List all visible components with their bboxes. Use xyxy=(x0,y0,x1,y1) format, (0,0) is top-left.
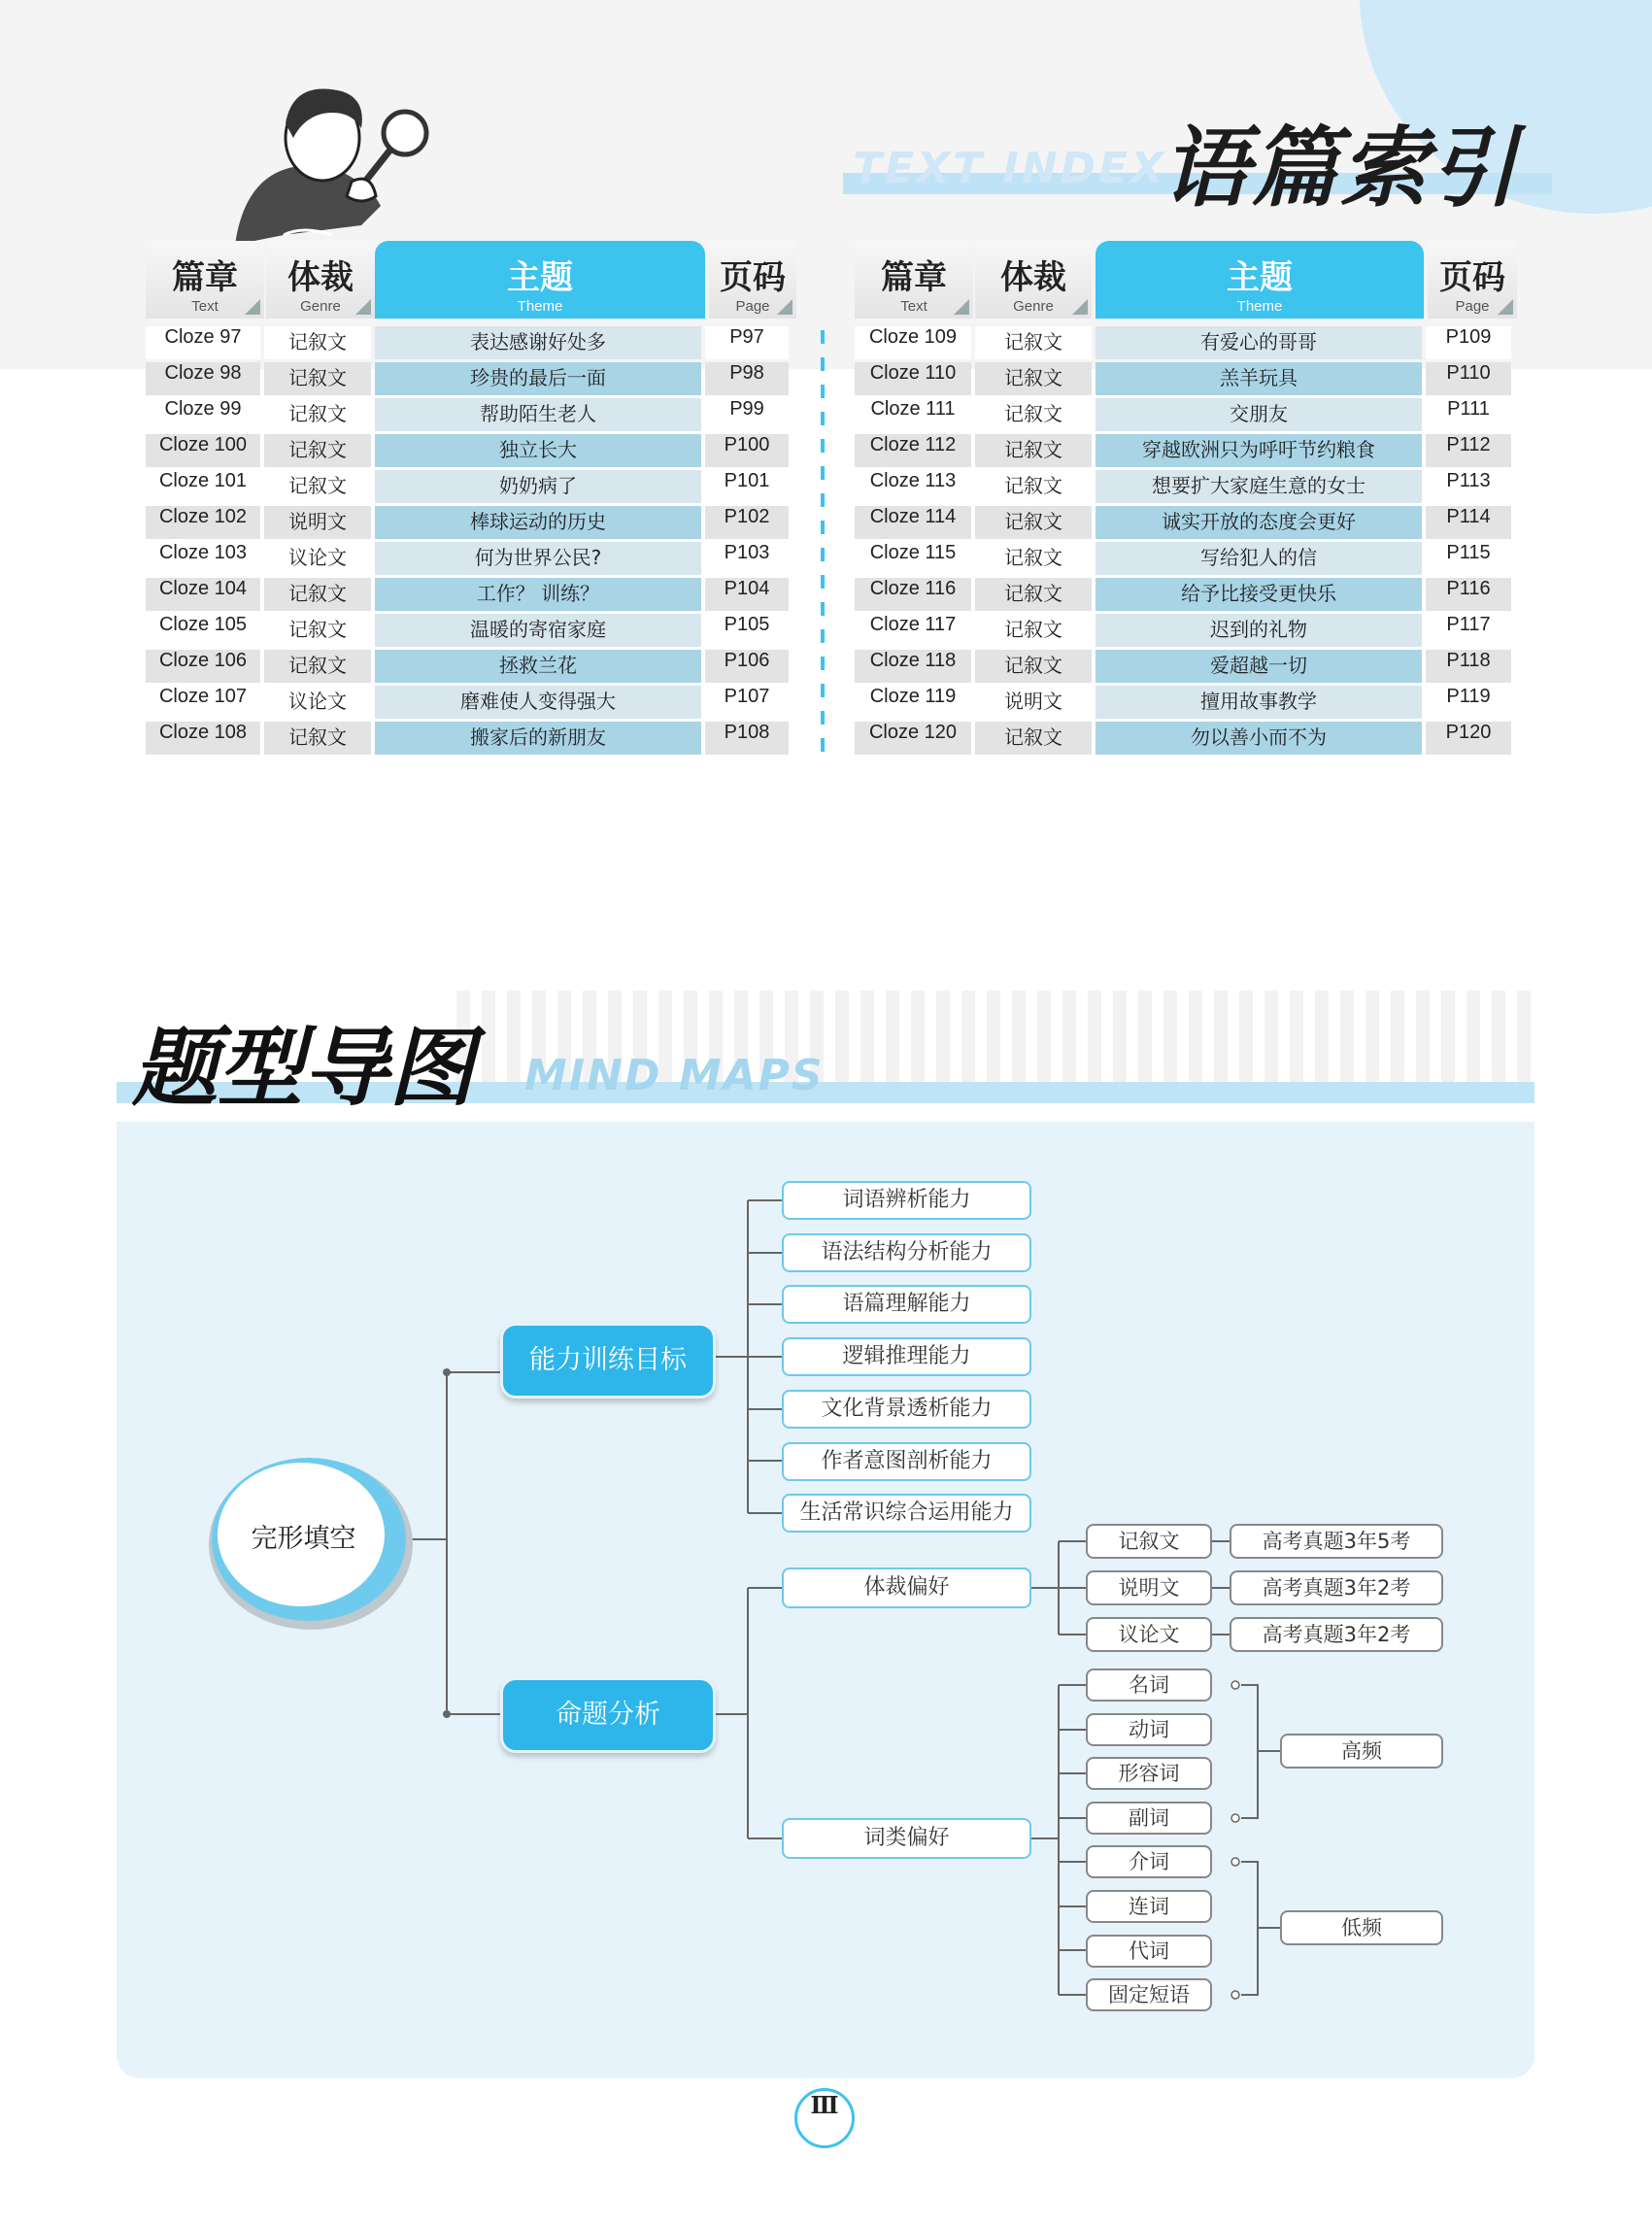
genre-stat: 高考真题3年5考 xyxy=(1230,1524,1443,1559)
genre-cell: 记叙文 xyxy=(264,614,371,647)
theme-cell: 爱超越一切 xyxy=(1096,650,1422,683)
genre-cell: 说明文 xyxy=(975,686,1092,719)
genre-cell: 记叙文 xyxy=(264,434,371,467)
theme-cell: 搬家后的新朋友 xyxy=(375,722,701,755)
word-pref-node: 词类偏好 xyxy=(782,1818,1031,1859)
theme-cell: 奶奶病了 xyxy=(375,470,701,503)
header-genre: 体裁 Genre xyxy=(975,241,1092,319)
text-cell: Cloze 105 xyxy=(146,614,260,647)
ability-item: 词语辨析能力 xyxy=(782,1181,1031,1220)
high-freq-node: 高频 xyxy=(1280,1734,1443,1769)
ability-item: 文化背景透析能力 xyxy=(782,1390,1031,1429)
text-cell: Cloze 116 xyxy=(855,578,971,611)
genre-cell: 记叙文 xyxy=(264,650,371,683)
page-cell: P104 xyxy=(705,578,789,611)
theme-cell: 表达感谢好处多 xyxy=(375,326,701,359)
genre-cell: 记叙文 xyxy=(264,398,371,431)
genre-cell: 记叙文 xyxy=(975,470,1092,503)
header-theme: 主题 Theme xyxy=(375,241,705,319)
text-cell: Cloze 107 xyxy=(146,686,260,719)
theme-cell: 拯救兰花 xyxy=(375,650,701,683)
text-cell: Cloze 103 xyxy=(146,542,260,575)
low-freq-node: 低频 xyxy=(1280,1910,1443,1945)
theme-cell: 写给犯人的信 xyxy=(1096,542,1422,575)
genre-cell: 记叙文 xyxy=(975,722,1092,755)
genre-cell: 记叙文 xyxy=(975,578,1092,611)
page-cell: P109 xyxy=(1426,326,1511,359)
text-cell: Cloze 98 xyxy=(146,362,260,395)
page-cell: P108 xyxy=(705,722,789,755)
page-cell: P105 xyxy=(705,614,789,647)
text-cell: Cloze 118 xyxy=(855,650,971,683)
genre-cell: 议论文 xyxy=(264,542,371,575)
genre-cell: 记叙文 xyxy=(264,722,371,755)
theme-cell: 给予比接受更快乐 xyxy=(1096,578,1422,611)
ability-item: 逻辑推理能力 xyxy=(782,1337,1031,1376)
word-class-item: 介词 xyxy=(1086,1845,1212,1878)
header-theme: 主题 Theme xyxy=(1096,241,1424,319)
page-cell: P107 xyxy=(705,686,789,719)
page-cell: P112 xyxy=(1426,434,1511,467)
analysis-node: 命题分析 xyxy=(500,1677,716,1753)
header-page: 页码 Page xyxy=(709,241,796,319)
page-cell: P120 xyxy=(1426,722,1511,755)
text-cell: Cloze 111 xyxy=(855,398,971,431)
page-cell: P119 xyxy=(1426,686,1511,719)
genre-pref-node: 体裁偏好 xyxy=(782,1568,1031,1608)
theme-cell: 有爱心的哥哥 xyxy=(1096,326,1422,359)
ability-item: 语篇理解能力 xyxy=(782,1285,1031,1324)
ability-node: 能力训练目标 xyxy=(500,1323,716,1399)
genre-cell: 记叙文 xyxy=(975,542,1092,575)
page-cell: P100 xyxy=(705,434,789,467)
word-class-item: 固定短语 xyxy=(1086,1978,1212,2011)
page-cell: P113 xyxy=(1426,470,1511,503)
genre-cell: 记叙文 xyxy=(975,362,1092,395)
text-cell: Cloze 104 xyxy=(146,578,260,611)
genre-cell: 记叙文 xyxy=(264,578,371,611)
text-cell: Cloze 109 xyxy=(855,326,971,359)
theme-cell: 独立长大 xyxy=(375,434,701,467)
ability-item: 语法结构分析能力 xyxy=(782,1233,1031,1272)
text-index-title-en: TEXT INDEX xyxy=(853,144,1167,193)
genre-item: 记叙文 xyxy=(1086,1524,1212,1559)
genre-cell: 记叙文 xyxy=(975,650,1092,683)
word-class-item: 名词 xyxy=(1086,1669,1212,1702)
page-number: Ⅲ xyxy=(794,2088,855,2148)
text-cell: Cloze 117 xyxy=(855,614,971,647)
page-cell: P116 xyxy=(1426,578,1511,611)
genre-cell: 记叙文 xyxy=(975,614,1092,647)
theme-cell: 温暖的寄宿家庭 xyxy=(375,614,701,647)
theme-cell: 诚实开放的态度会更好 xyxy=(1096,506,1422,539)
text-cell: Cloze 106 xyxy=(146,650,260,683)
text-cell: Cloze 99 xyxy=(146,398,260,431)
text-cell: Cloze 114 xyxy=(855,506,971,539)
genre-cell: 记叙文 xyxy=(264,470,371,503)
genre-item: 说明文 xyxy=(1086,1570,1212,1605)
genre-item: 议论文 xyxy=(1086,1617,1212,1652)
page-cell: P101 xyxy=(705,470,789,503)
page-cell: P102 xyxy=(705,506,789,539)
genre-cell: 记叙文 xyxy=(975,434,1092,467)
text-cell: Cloze 101 xyxy=(146,470,260,503)
word-class-item: 连词 xyxy=(1086,1890,1212,1923)
theme-cell: 迟到的礼物 xyxy=(1096,614,1422,647)
genre-cell: 记叙文 xyxy=(975,326,1092,359)
genre-cell: 记叙文 xyxy=(975,506,1092,539)
ability-item: 作者意图剖析能力 xyxy=(782,1442,1031,1481)
genre-stat: 高考真题3年2考 xyxy=(1230,1617,1443,1652)
header-page: 页码 Page xyxy=(1428,241,1517,319)
root-node: 完形填空 xyxy=(251,1524,356,1554)
page-cell: P114 xyxy=(1426,506,1511,539)
text-cell: Cloze 97 xyxy=(146,326,260,359)
header-text: 篇章 Text xyxy=(146,241,264,319)
theme-cell: 何为世界公民? xyxy=(375,542,701,575)
theme-cell: 交朋友 xyxy=(1096,398,1422,431)
text-cell: Cloze 110 xyxy=(855,362,971,395)
text-cell: Cloze 115 xyxy=(855,542,971,575)
mind-map-title: 题型导图 xyxy=(132,1018,475,1118)
page-cell: P103 xyxy=(705,542,789,575)
theme-cell: 羔羊玩具 xyxy=(1096,362,1422,395)
text-cell: Cloze 102 xyxy=(146,506,260,539)
mind-map-title-en: MIND MAPS xyxy=(524,1051,825,1100)
theme-cell: 工作？ 训练？ xyxy=(375,578,701,611)
page-cell: P117 xyxy=(1426,614,1511,647)
word-class-item: 动词 xyxy=(1086,1713,1212,1746)
theme-cell: 磨难使人变得强大 xyxy=(375,686,701,719)
page-cell: P106 xyxy=(705,650,789,683)
text-cell: Cloze 112 xyxy=(855,434,971,467)
theme-cell: 擅用故事教学 xyxy=(1096,686,1422,719)
page-cell: P118 xyxy=(1426,650,1511,683)
genre-cell: 记叙文 xyxy=(264,326,371,359)
header-text: 篇章 Text xyxy=(855,241,973,319)
theme-cell: 穿越欧洲只为呼吁节约粮食 xyxy=(1096,434,1422,467)
page-cell: P99 xyxy=(705,398,789,431)
text-cell: Cloze 100 xyxy=(146,434,260,467)
word-class-item: 形容词 xyxy=(1086,1757,1212,1790)
page-cell: P111 xyxy=(1426,398,1511,431)
text-cell: Cloze 108 xyxy=(146,722,260,755)
theme-cell: 想要扩大家庭生意的女士 xyxy=(1096,470,1422,503)
header-genre: 体裁 Genre xyxy=(266,241,375,319)
word-class-item: 副词 xyxy=(1086,1802,1212,1835)
theme-cell: 帮助陌生老人 xyxy=(375,398,701,431)
genre-cell: 记叙文 xyxy=(975,398,1092,431)
word-class-item: 代词 xyxy=(1086,1935,1212,1968)
theme-cell: 勿以善小而不为 xyxy=(1096,722,1422,755)
genre-cell: 议论文 xyxy=(264,686,371,719)
text-cell: Cloze 113 xyxy=(855,470,971,503)
genre-stat: 高考真题3年2考 xyxy=(1230,1570,1443,1605)
text-cell: Cloze 120 xyxy=(855,722,971,755)
genre-cell: 记叙文 xyxy=(264,362,371,395)
theme-cell: 棒球运动的历史 xyxy=(375,506,701,539)
ability-item: 生活常识综合运用能力 xyxy=(782,1494,1031,1533)
page-cell: P115 xyxy=(1426,542,1511,575)
theme-cell: 珍贵的最后一面 xyxy=(375,362,701,395)
text-cell: Cloze 119 xyxy=(855,686,971,719)
genre-cell: 说明文 xyxy=(264,506,371,539)
page-cell: P97 xyxy=(705,326,789,359)
text-index-title: 语篇索引 xyxy=(1162,118,1519,219)
page-cell: P110 xyxy=(1426,362,1511,395)
page-cell: P98 xyxy=(705,362,789,395)
